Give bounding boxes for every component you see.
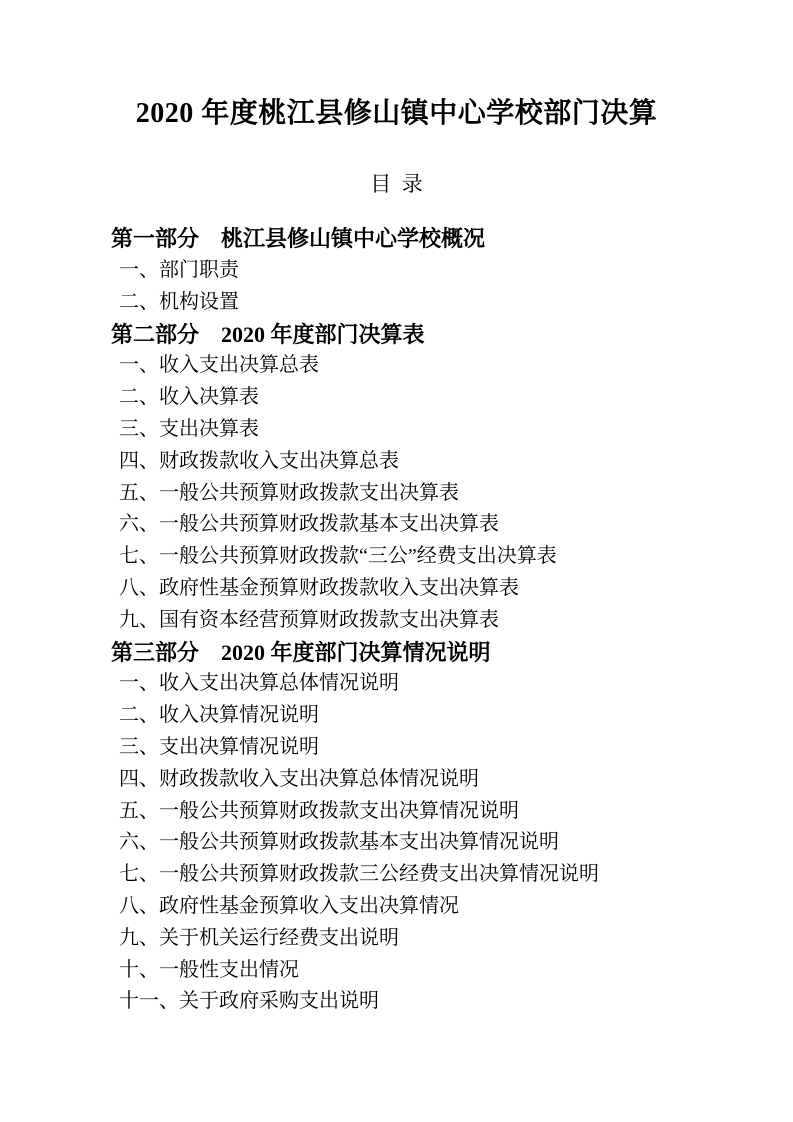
toc-item: 五、一般公共预算财政拨款支出决算情况说明 [119,799,519,822]
toc-heading: 目 录 [370,172,423,196]
toc-item: 一、收入支出决算总体情况说明 [119,672,399,695]
toc-item: 三、支出决算表 [119,417,259,440]
toc-section-3-heading: 第三部分 2020 年度部门决算情况说明 [111,639,491,665]
toc-item: 七、一般公共预算财政拨款三公经费支出决算情况说明 [119,863,599,886]
toc-item: 十一、关于政府采购支出说明 [119,990,379,1013]
toc-item: 十、一般性支出情况 [119,958,299,981]
toc-item: 四、财政拨款收入支出决算总表 [119,449,399,472]
toc-item: 一、收入支出决算总表 [119,354,319,377]
toc-item: 五、一般公共预算财政拨款支出决算表 [119,481,459,504]
toc-item: 三、支出决算情况说明 [119,735,319,758]
toc-item: 二、收入决算表 [119,386,259,409]
toc-item: 六、一般公共预算财政拨款基本支出决算表 [119,513,499,536]
toc-item: 四、财政拨款收入支出决算总体情况说明 [119,767,479,790]
toc-item: 八、政府性基金预算收入支出决算情况 [119,894,459,917]
document-title: 2020 年度桃江县修山镇中心学校部门决算 [135,98,658,129]
toc-item: 六、一般公共预算财政拨款基本支出决算情况说明 [119,831,559,854]
toc-section-2-heading: 第二部分 2020 年度部门决算表 [111,321,425,347]
toc-section-1-heading: 第一部分 桃江县修山镇中心学校概况 [111,226,486,252]
toc-item: 七、一般公共预算财政拨款“三公”经费支出决算表 [119,545,557,568]
toc-item: 九、关于机关运行经费支出说明 [119,926,399,949]
toc-item: 九、国有资本经营预算财政拨款支出决算表 [119,608,499,631]
toc-item: 二、机构设置 [119,290,239,313]
toc-item: 二、收入决算情况说明 [119,704,319,727]
toc-item: 八、政府性基金预算财政拨款收入支出决算表 [119,576,519,599]
toc-item: 一、部门职责 [119,258,239,281]
table-of-contents [0,223,793,1018]
